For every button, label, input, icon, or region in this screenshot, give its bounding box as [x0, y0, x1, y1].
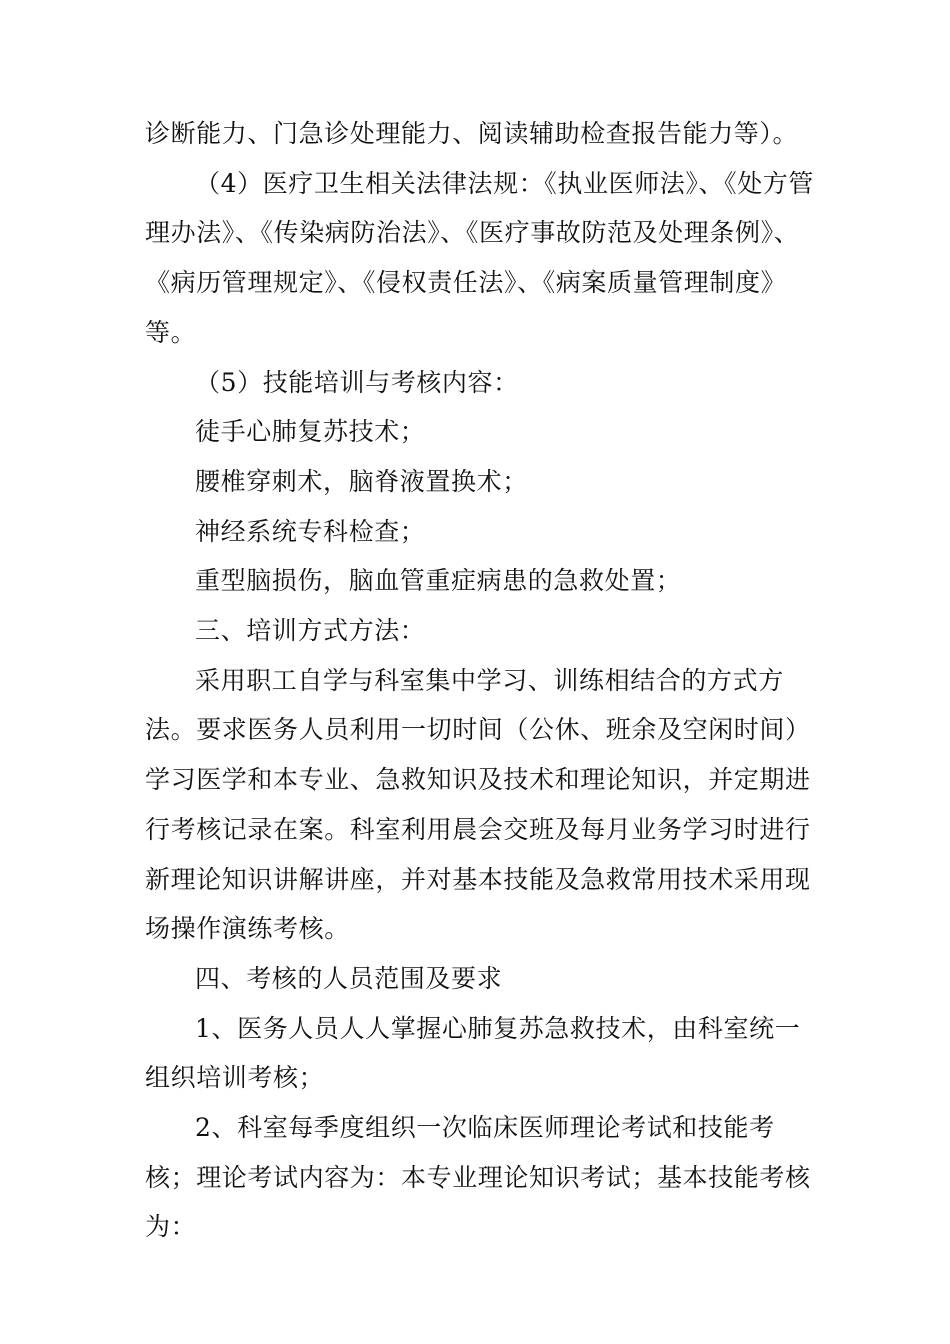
section-heading-assessment-scope: 四、考核的人员范围及要求: [195, 963, 503, 993]
paragraph-lumbar-puncture: 腰椎穿刺术，脑脊液置换术；: [195, 466, 528, 496]
paragraph-laws-regulations: （4）医疗卫生相关法律法规：《执业医师法》、《处方管理办法》、《传染病防治法》、《医疗事故防范及处理条例》、《病历管理规定》、《侵权责任法》、《病案质量管理制度》等。: [145, 168, 815, 347]
paragraph-skills-training-heading: （5）技能培训与考核内容：: [195, 367, 519, 397]
paragraph-cpr: 徒手心肺复苏技术；: [195, 417, 426, 447]
paragraph-emergency-handling: 重型脑损伤，脑血管重症病患的急救处置；: [195, 566, 682, 596]
paragraph-training-methods: 采用职工自学与科室集中学习、训练相结合的方式方法。要求医务人员利用一切时间（公休、班余及空闲时间）学习医学和本专业、急救知识及技术和理论知识，并定期进行考核记录在案。科室利用晨会交班及每月业务学习时进行新理论知识讲解讲座，并对基本技能及急救常用技术采用现场操作演练考核。: [145, 665, 811, 944]
section-heading-training-methods: 三、培训方式方法：: [195, 616, 426, 646]
paragraph-requirement-2: 2、科室每季度组织一次临床医师理论考试和技能考核；理论考试内容为：本专业理论知识考试；基本技能考核为：: [145, 1113, 811, 1242]
paragraph-diagnosis-ability: 诊断能力、门急诊处理能力、阅读辅助检查报告能力等）。: [145, 119, 799, 148]
paragraph-requirement-1: 1、医务人员人人掌握心肺复苏急救技术，由科室统一组织培训考核；: [145, 1013, 801, 1093]
document-page: [145, 109, 825, 1252]
paragraph-neuro-exam: 神经系统专科检查；: [195, 516, 426, 546]
